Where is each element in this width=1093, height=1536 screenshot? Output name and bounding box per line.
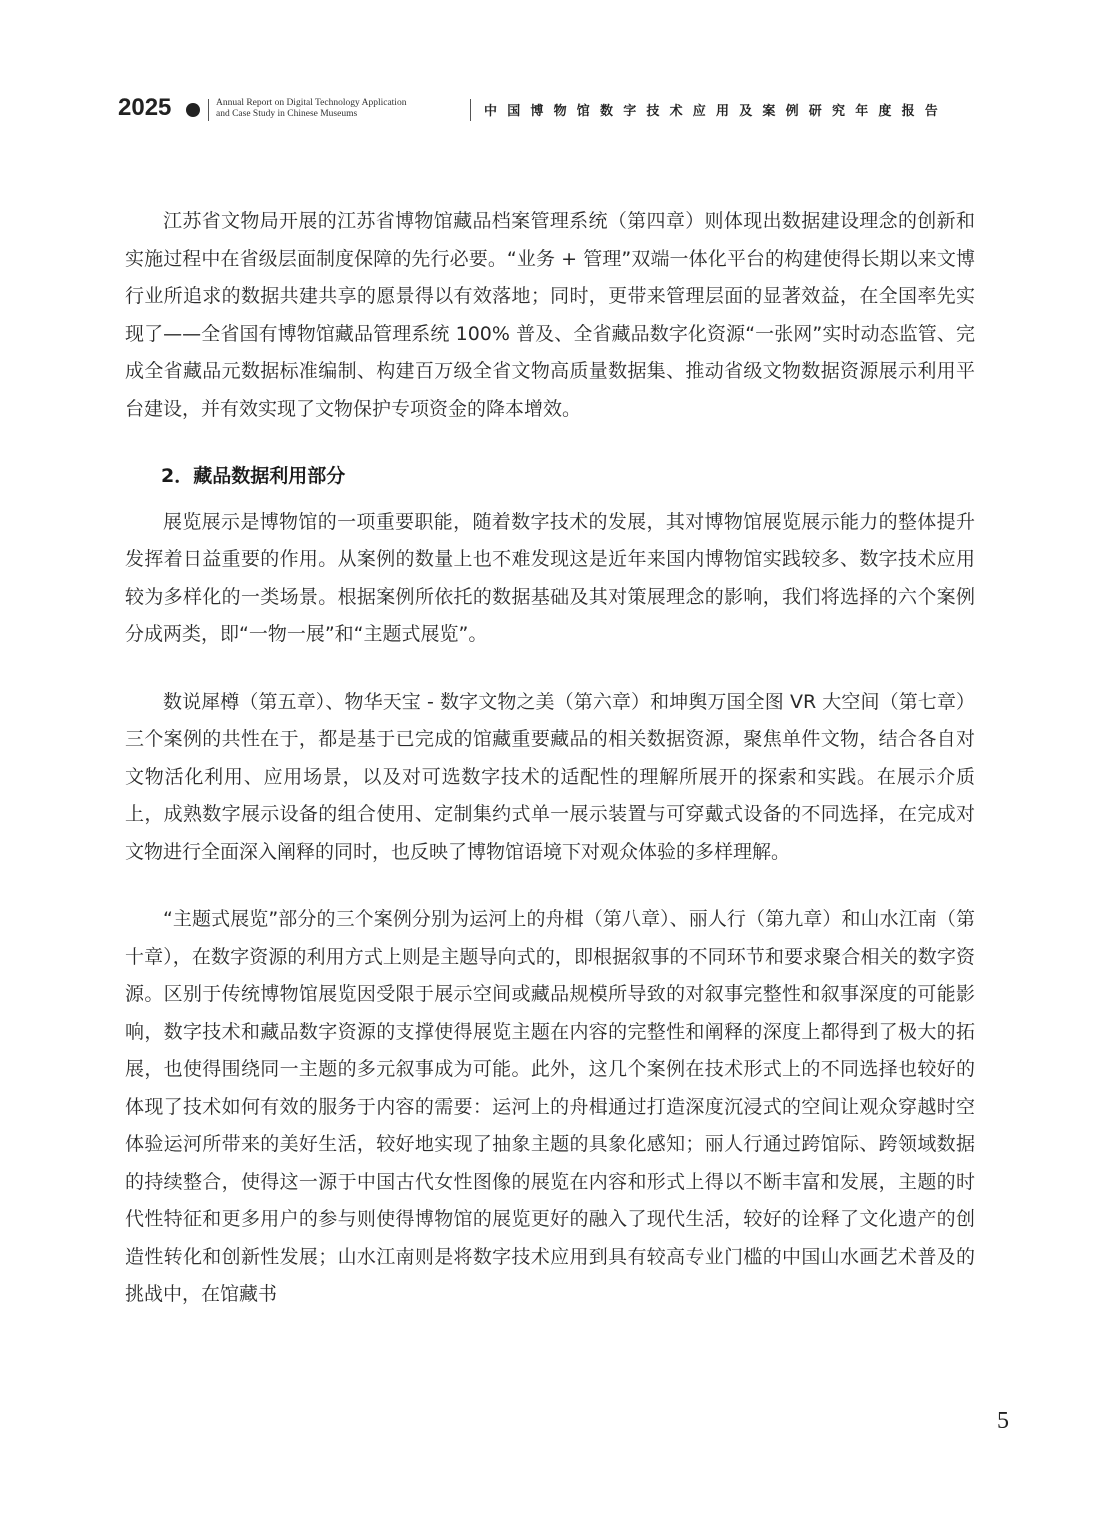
header-divider xyxy=(208,99,209,121)
paragraph-1: 江苏省文物局开展的江苏省博物馆藏品档案管理系统（第四章）则体现出数据建设理念的创新和实施过程中在省级层面制度保障的先行必要。“业务 + 管理”双端一体化平台的构建使得长期以来文博行业所追求的数据共建共享的愿景得以有效落地；同时，更带来管理层面的显著效益，在全国率先实现了——全省国有博物馆藏品管理系统 100% 普及、全省藏品数字化资源“一张网”实时动态监管、完成全省藏品元数据标准编制、构建百万级全省文物高质量数据集、推动省级文物数据资源展示利用平台建设，并有效实现了文物保护专项资金的降本增效。 xyxy=(125,210,975,420)
header-divider xyxy=(470,99,471,121)
chinese-report-title: 中国博物馆数字技术应用及案例研究年度报告 xyxy=(484,104,949,119)
bullet-dot-icon xyxy=(186,103,200,117)
english-report-title xyxy=(216,98,406,119)
page-body xyxy=(125,203,975,1314)
english-title-line-2: and Case Study in Chinese Museums xyxy=(216,108,358,119)
paragraph-2: 展览展示是博物馆的一项重要职能，随着数字技术的发展，其对博物馆展览展示能力的整体提升发挥着日益重要的作用。从案例的数量上也不难发现这是近年来国内博物馆实践较多、数字技术应用较为多样化的一类场景。根据案例所依托的数据基础及其对策展理念的影响，我们将选择的六个案例分成两类，即“一物一展”和“主题式展览”。 xyxy=(125,510,975,645)
paragraph-3: 数说犀樽（第五章）、物华天宝 - 数字文物之美（第六章）和坤舆万国全图 VR 大空间（第七章）三个案例的共性在于，都是基于已完成的馆藏重要藏品的相关数据资源，聚焦单件文物，结合各自对文物活化利用、应用场景，以及对可选数字技术的适配性的理解所展开的探索和实践。在展示介质上，成熟数字展示设备的组合使用、定制集约式单一展示装置与可穿戴式设备的不同选择，在完成对文物进行全面深入阐释的同时，也反映了博物馆语境下对观众体验的多样理解。 xyxy=(125,690,975,863)
english-title-line-1: Annual Report on Digital Technology Application xyxy=(216,98,407,108)
page-number: 5 xyxy=(997,1408,1009,1434)
section-heading: 2．藏品数据利用部分 xyxy=(161,465,346,487)
paragraph-4: “主题式展览”部分的三个案例分别为运河上的舟楫（第八章）、丽人行（第九章）和山水江南（第十章），在数字资源的利用方式上则是主题导向式的，即根据叙事的不同环节和要求聚合相关的数字资源。区别于传统博物馆展览因受限于展示空间或藏品规模所导致的对叙事完整性和叙事深度的可能影响，数字技术和藏品数字资源的支撑使得展览主题在内容的完整性和阐释的深度上都得到了极大的拓展，也使得围绕同一主题的多元叙事成为可能。此外，这几个案例在技术形式上的不同选择也较好的体现了技术如何有效的服务于内容的需要：运河上的舟楫通过打造深度沉浸式的空间让观众穿越时空体验运河所带来的美好生活，较好地实现了抽象主题的具象化感知；丽人行通过跨馆际、跨领域数据的持续整合，使得这一源于中国古代女性图像的展览在内容和形式上得以不断丰富和发展，主题的时代性特征和更多用户的参与则使得博物馆的展览更好的融入了现代生活，较好的诠释了文化遗产的创造性转化和创新性发展；山水江南则是将数字技术应用到具有较高专业门槛的中国山水画艺术普及的挑战中，在馆藏书 xyxy=(125,908,975,1305)
page-header xyxy=(118,92,978,132)
report-year: 2025 xyxy=(118,94,172,121)
